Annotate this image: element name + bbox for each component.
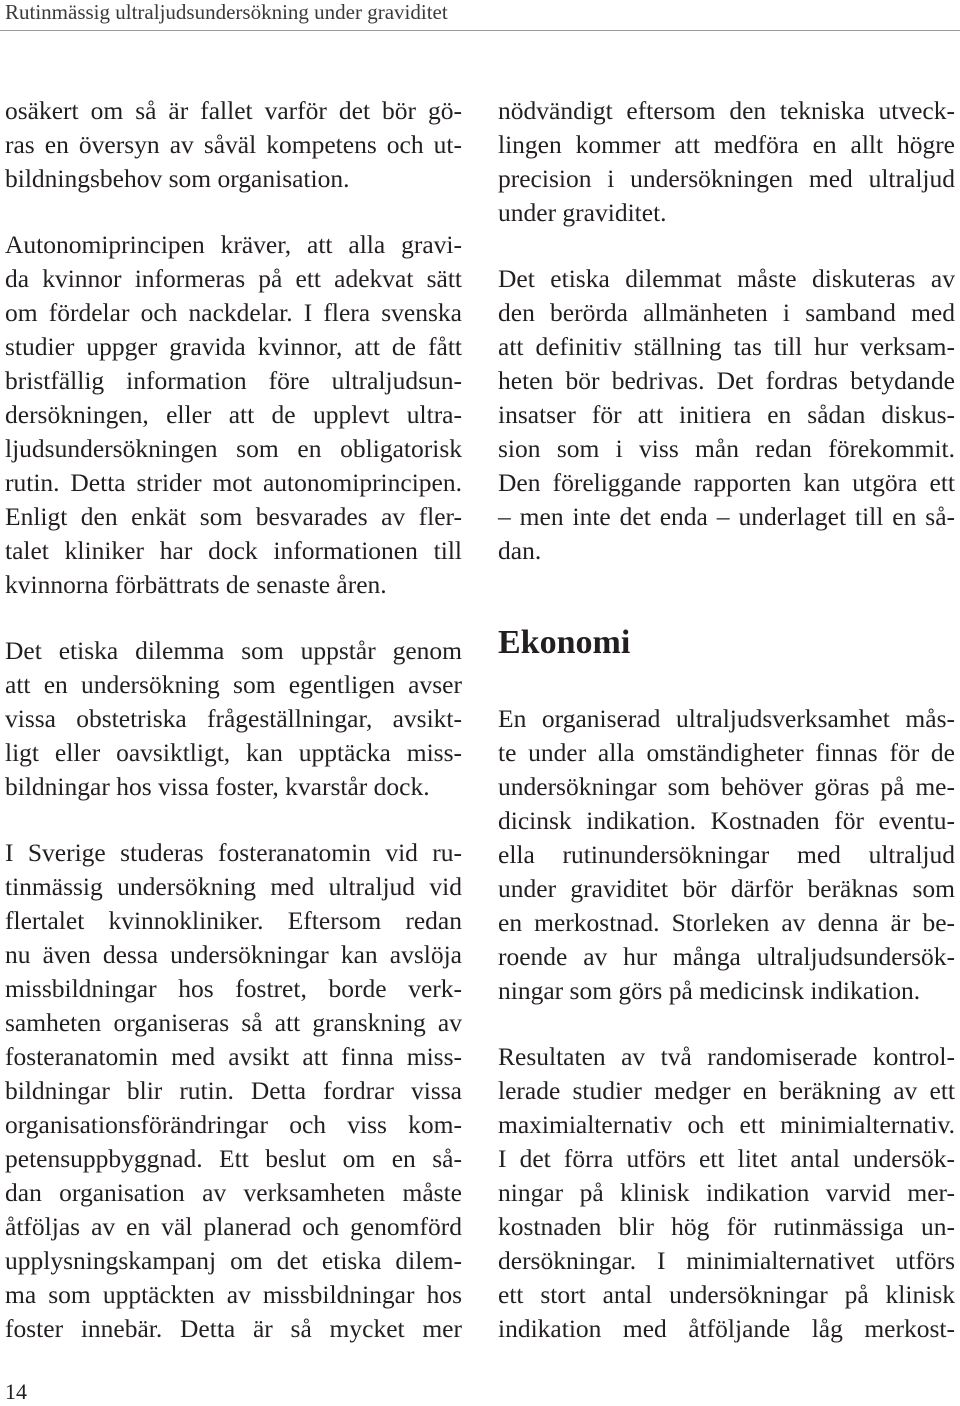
text-line: insatser för att initiera en sådan diskus- xyxy=(498,400,955,429)
text-line: bildningsbehov som organisation. xyxy=(5,164,350,193)
text-line: ett stort antal undersökningar på klinisk xyxy=(498,1280,955,1309)
text-line: studier uppger gravida kvinnor, att de fått xyxy=(5,332,462,361)
right-column-lower-text xyxy=(498,702,955,1346)
text-line: nödvändigt eftersom den tekniska utveck- xyxy=(498,96,955,125)
paragraph xyxy=(5,634,462,804)
text-line: ningar på klinisk indikation varvid mer- xyxy=(498,1178,955,1207)
text-line: Det etiska dilemmat måste diskuteras av xyxy=(498,264,955,293)
right-column xyxy=(498,94,955,1346)
right-column-upper-text xyxy=(498,94,955,568)
text-line: bildningar hos vissa foster, kvarstår dock. xyxy=(5,772,430,801)
paragraph xyxy=(498,702,955,1008)
header-rule xyxy=(0,30,960,31)
text-line: rutin. Detta strider mot autonomiprincipen. xyxy=(5,468,462,497)
text-line: att en undersökning som egentligen avser xyxy=(5,670,462,699)
text-line: precision i undersökningen med ultraljud xyxy=(498,164,955,193)
text-line: ma som upptäckten av missbildningar hos xyxy=(5,1280,462,1309)
text-line: samheten organiseras så att granskning av xyxy=(5,1008,462,1037)
text-line: osäkert om så är fallet varför det bör gö- xyxy=(5,96,462,125)
paragraph xyxy=(498,94,955,230)
text-line: – men inte det enda – underlaget till en så- xyxy=(498,502,955,531)
text-line: dicinsk indikation. Kostnaden för eventu- xyxy=(498,806,955,835)
text-line: under graviditet bör därför beräknas som xyxy=(498,874,955,903)
text-line: ella rutinundersökningar med ultraljud xyxy=(498,840,955,869)
text-line: I Sverige studeras fosteranatomin vid ru- xyxy=(5,838,462,867)
text-line: Den föreliggande rapporten kan utgöra ett xyxy=(498,468,955,497)
text-line: en merkostnad. Storleken av denna är be- xyxy=(498,908,955,937)
text-line: ligt eller oavsiktligt, kan upptäcka miss- xyxy=(5,738,462,767)
text-line: åtföljas av en väl planerad och genomförd xyxy=(5,1212,462,1241)
text-line: dersökningar. I minimialternativet utförs xyxy=(498,1246,955,1275)
text-line: dan organisation av verksamheten måste xyxy=(5,1178,462,1207)
text-line: Resultaten av två randomiserade kontrol- xyxy=(498,1042,955,1071)
section-heading: Ekonomi xyxy=(498,624,631,661)
text-line: organisationsförändringar och viss kom- xyxy=(5,1110,462,1139)
text-line: heten bör bedrivas. Det fordras betydande xyxy=(498,366,955,395)
text-line: dan. xyxy=(498,536,542,565)
text-line: upplysningskampanj om det etiska dilem- xyxy=(5,1246,462,1275)
text-line: undersökningar som behöver göras på me- xyxy=(498,772,955,801)
paragraph xyxy=(5,228,462,602)
running-header: Rutinmässig ultraljudsundersökning under graviditet xyxy=(5,0,448,24)
text-line: indikation med åtföljande låg merkost- xyxy=(498,1314,955,1343)
text-line: talet kliniker har dock informationen till xyxy=(5,536,462,565)
text-line: roende av hur många ultraljudsundersök- xyxy=(498,942,955,971)
text-line: kvinnorna förbättrats de senaste åren. xyxy=(5,570,387,599)
page-number: 14 xyxy=(5,1379,27,1404)
text-line: missbildningar hos fostret, borde verk- xyxy=(5,974,462,1003)
text-line: ras en översyn av såväl kompetens och ut- xyxy=(5,130,462,159)
text-line: under graviditet. xyxy=(498,198,667,227)
paragraph xyxy=(498,1040,955,1346)
text-line: tinmässig undersökning med ultraljud vid xyxy=(5,872,462,901)
text-line: fosteranatomin med avsikt att finna miss- xyxy=(5,1042,462,1071)
text-line: I det förra utförs ett litet antal undersök- xyxy=(498,1144,955,1173)
text-line: bildningar blir rutin. Detta fordrar vissa xyxy=(5,1076,462,1105)
text-line: da kvinnor informeras på ett adekvat sätt xyxy=(5,264,462,293)
text-line: Autonomiprincipen kräver, att alla gravi- xyxy=(5,230,462,259)
text-line: foster innebär. Detta är så mycket mer xyxy=(5,1314,462,1343)
paragraph xyxy=(498,262,955,568)
text-line: dersökningen, eller att de upplevt ultra- xyxy=(5,400,462,429)
text-line: den berörda allmänheten i samband med xyxy=(498,298,955,327)
text-line: bristfällig information före ultraljudsun- xyxy=(5,366,462,395)
text-line: flertalet kvinnokliniker. Eftersom redan xyxy=(5,906,462,935)
text-line: sion som i viss mån redan förekommit. xyxy=(498,434,955,463)
paragraph xyxy=(5,836,462,1346)
text-line: maximialternativ och ett minimialternativ. xyxy=(498,1110,955,1139)
left-column xyxy=(5,94,462,1346)
text-line: lingen kommer att medföra en allt högre xyxy=(498,130,955,159)
text-line: kostnaden blir hög för rutinmässiga un- xyxy=(498,1212,955,1241)
text-line: Enligt den enkät som besvarades av fler- xyxy=(5,502,462,531)
text-line: ningar som görs på medicinsk indikation. xyxy=(498,976,921,1005)
text-line: att definitiv ställning tas till hur verksam- xyxy=(498,332,955,361)
text-line: te under alla omständigheter finnas för de xyxy=(498,738,955,767)
text-line: lerade studier medger en beräkning av ett xyxy=(498,1076,955,1105)
text-line: vissa obstetriska frågeställningar, avsikt- xyxy=(5,704,462,733)
text-line: Det etiska dilemma som uppstår genom xyxy=(5,636,462,665)
text-line: om fördelar och nackdelar. I flera svenska xyxy=(5,298,462,327)
text-line: En organiserad ultraljudsverksamhet mås- xyxy=(498,704,955,733)
text-line: nu även dessa undersökningar kan avslöja xyxy=(5,940,462,969)
text-line: ljudsundersökningen som en obligatorisk xyxy=(5,434,462,463)
paragraph xyxy=(5,94,462,196)
text-line: petensuppbyggnad. Ett beslut om en så- xyxy=(5,1144,462,1173)
